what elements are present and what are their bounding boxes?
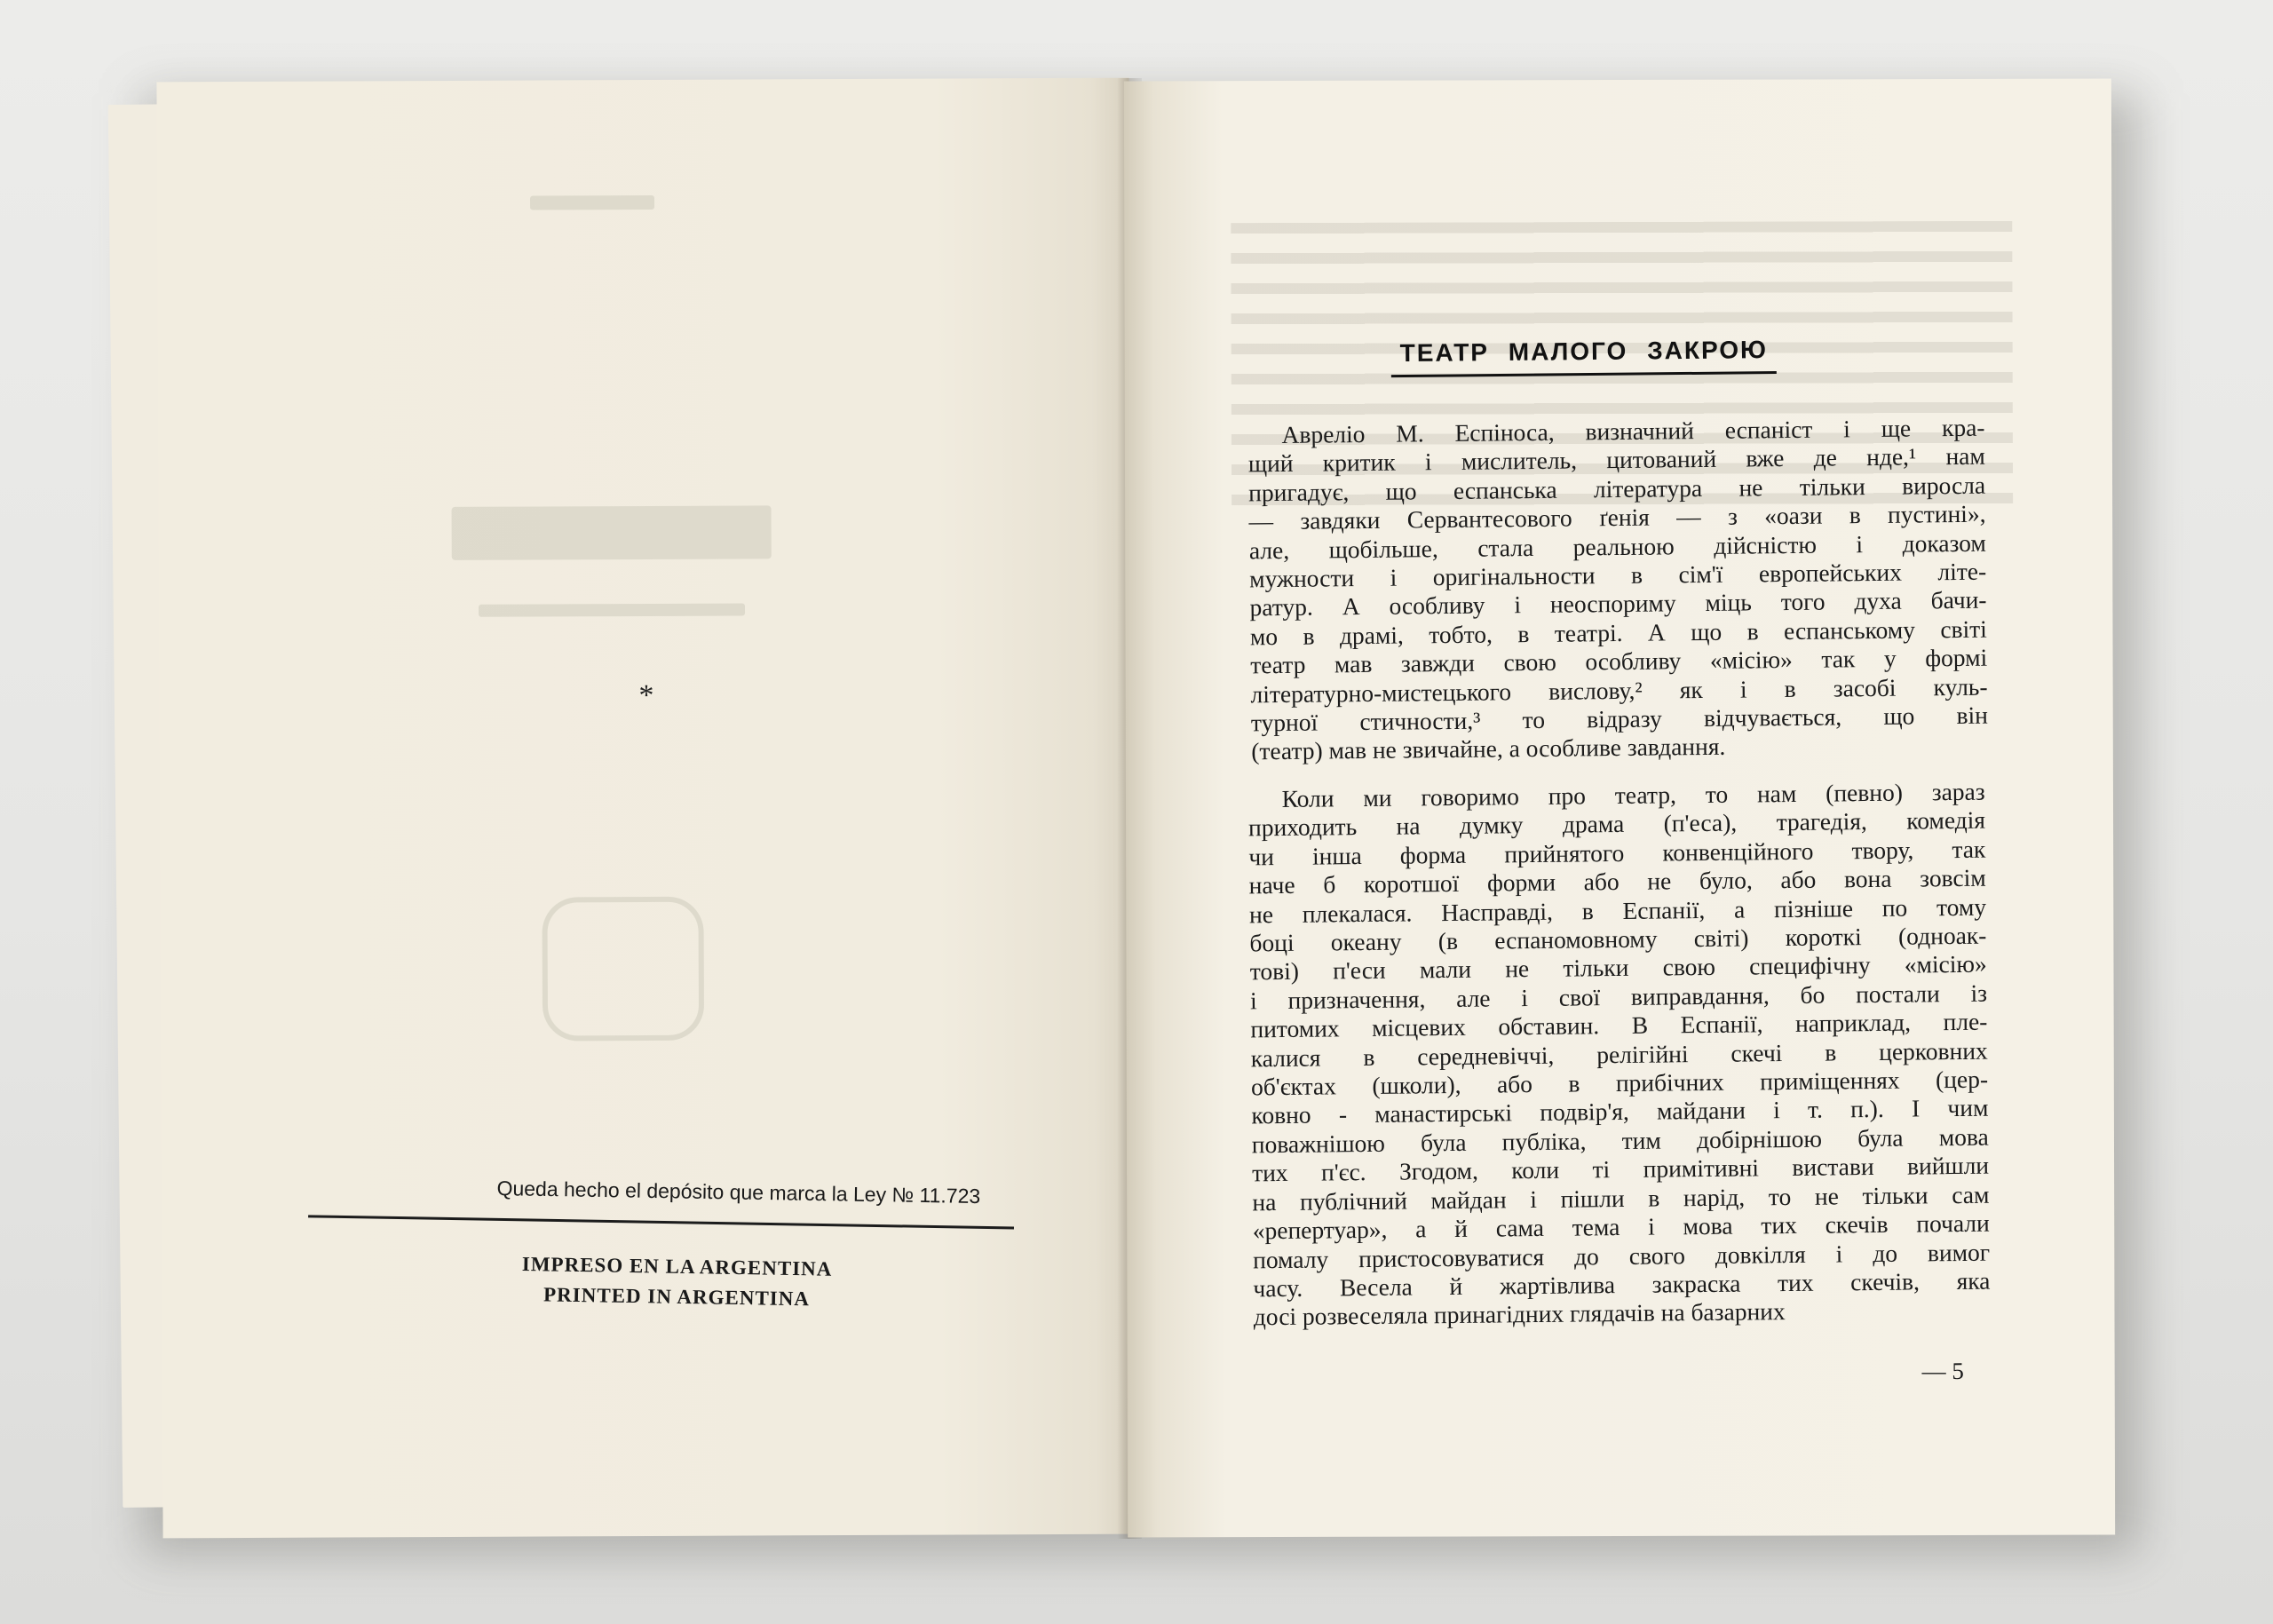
text-line: театр мав завжди свою особливу «місію» так у формі — [1250, 643, 1988, 679]
text-line: — завдяки Сервантесового ґенія — з «оази в пустині», — [1248, 499, 1986, 535]
show-through-subtitle — [479, 604, 745, 617]
show-through-emblem — [542, 897, 704, 1042]
text-line: чи інша форма прийнятого конвенційного твору, так — [1248, 835, 1986, 871]
chapter-title-block — [1390, 336, 1777, 377]
text-line: приходить на думку драма (п'еса), трагедія, комедія — [1247, 806, 1986, 842]
paragraph-2 — [1248, 778, 1991, 1332]
text-line: пригадує, що еспанська література не тільки виросла — [1248, 471, 1986, 507]
text-line: (театр) мав не звичайне, а особливе завдання. — [1251, 733, 1726, 765]
legal-deposit-notice: Queda hecho el depósito que marca la Ley № 11.723 — [496, 1176, 981, 1208]
text-line: поважнішою була публіка, тим добірнішою була мова — [1251, 1122, 1989, 1159]
text-line: щий критик і мислитель, цитований вже де нде,¹ нам — [1247, 442, 1985, 478]
imprint-block — [401, 1248, 953, 1317]
text-line: мо в драмі, тобто, в театрі. А що в еспанському світі — [1249, 614, 1987, 651]
text-line: «репертуар», а й сама тема і мова тих скечів почали — [1252, 1208, 1990, 1245]
imprint-line-spanish: IMPRESO EN LA ARGENTINA — [521, 1252, 833, 1280]
text-line: об'єктах (школи), або в прибічних приміщеннях (цер- — [1250, 1065, 1989, 1101]
right-page — [1124, 79, 2115, 1538]
show-through-header — [530, 195, 654, 210]
text-line: помалу пристосовуватися до свого довкілля і до вимог — [1252, 1238, 1991, 1273]
text-line: Авреліо М. Еспіноса, визначний еспаніст і ще кра- — [1281, 413, 1985, 448]
chapter-title: ТЕАТР МАЛОГО ЗАКРОЮ — [1390, 336, 1777, 377]
text-line: тих п'єс. Згодом, коли ті примітивні вистави вийшли — [1251, 1151, 1990, 1187]
text-line: і призначення, але і свої виправдання, бо постали із — [1249, 978, 1988, 1015]
text-line: Коли ми говоримо про театр, то нам (певно) зараз — [1281, 777, 1985, 812]
page-number: — 5 — [1921, 1357, 1964, 1385]
text-line: ратур. А особливу і неоспориму міць того духа бачи- — [1249, 586, 1987, 622]
text-line: ковно - манастирські подвір'я, майдани і т. п.). І чим — [1251, 1094, 1989, 1129]
text-line: турної стичности,³ то відразу відчувається, що він — [1250, 701, 1989, 737]
text-line: наче б коротшої форми або не було, або вона зовсім — [1248, 863, 1986, 899]
text-line: питомих місцевих обставин. В Еспанії, наприклад, пле- — [1250, 1007, 1988, 1043]
text-line: калися в середневіччі, релігійні скечі в церковних — [1250, 1036, 1988, 1073]
ornament-star: * — [638, 678, 654, 713]
show-through-title — [452, 505, 772, 560]
imprint-line-english: PRINTED IN ARGENTINA — [543, 1283, 811, 1311]
text-line: часу. Весела й жартівлива закраска тих скечів, яка — [1253, 1266, 1991, 1303]
text-line: мужности і оригінальности в сім'ї европейських літе- — [1249, 557, 1987, 593]
text-line: літературно-мистецького вислову,² як і в засобі куль- — [1250, 672, 1988, 708]
text-line: не плекалася. Насправді, в Еспанії, а пізніше по тому — [1248, 892, 1987, 928]
text-line: тові) п'еси мали не тільки свою специфічну «місію» — [1249, 950, 1987, 986]
horizontal-rule — [308, 1215, 1014, 1229]
paragraph-1 — [1247, 414, 1988, 767]
text-line: боці океану (в еспаномовному світі) короткі (одноак- — [1249, 921, 1987, 957]
text-line: але, щобільше, стала реальною дійсністю і доказом — [1248, 528, 1986, 564]
text-line: на публічний майдан і пішли в нарід, то не тільки сам — [1252, 1180, 1990, 1216]
text-line: досі розвеселяла принагідних глядачів на базарних — [1253, 1297, 1786, 1331]
left-page — [156, 78, 1135, 1539]
